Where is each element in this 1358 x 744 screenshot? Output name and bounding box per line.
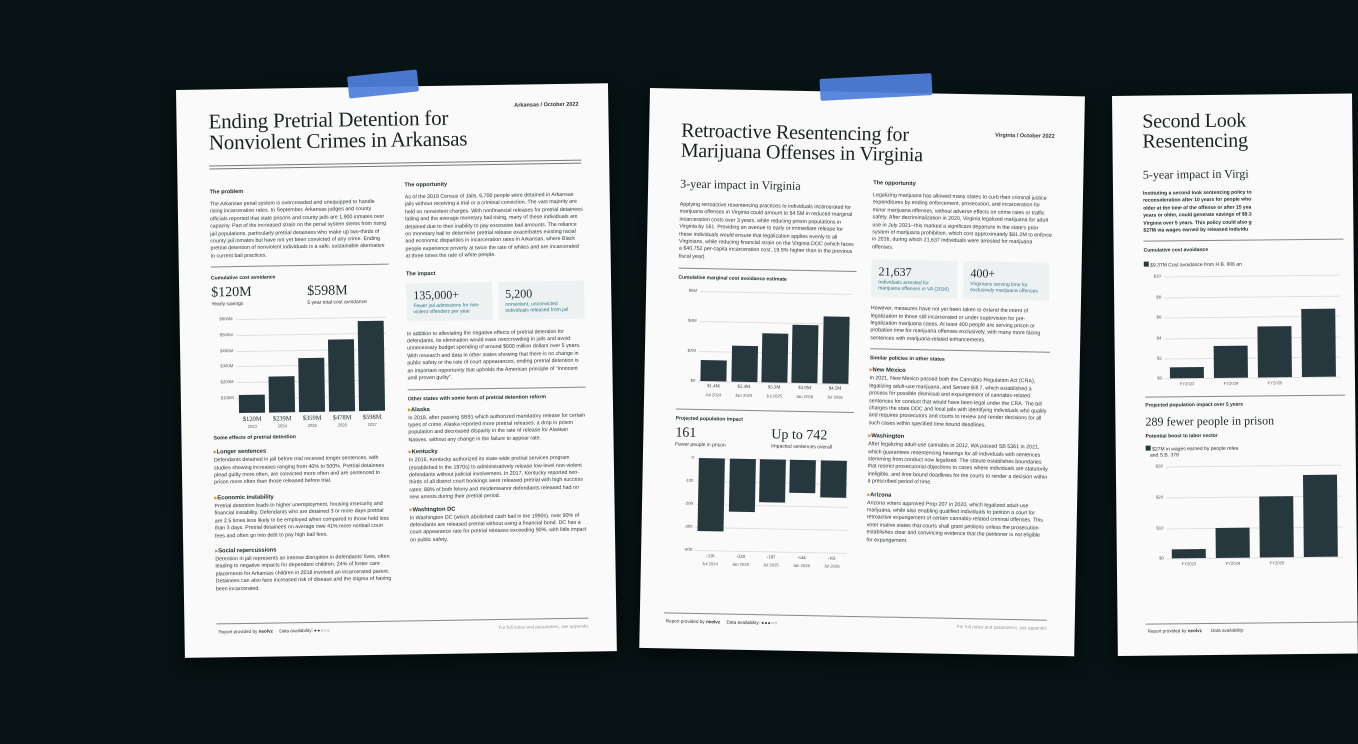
stat-card-arrests: 21,637 Individuals arrested for marijuana offenses in VA (2016)	[871, 260, 958, 300]
stat-card-admissions: 135,000+ Fewer jail admissions for non-violent offenders per year	[406, 282, 493, 321]
other-states-heading: Other states with some form of pretrial detention reform	[407, 393, 546, 402]
chart-bar	[1301, 309, 1336, 378]
divider	[211, 264, 389, 268]
bar-value-label: $2.4M	[737, 384, 751, 391]
chart-bar	[761, 333, 788, 383]
chart-bar	[1170, 367, 1204, 379]
effect-heading-sentences: ▸ Longer sentences	[214, 447, 392, 456]
cost-chart-heading: Cumulative marginal cost avoidance estimate	[678, 274, 787, 283]
labor-boost-heading: Potential boost to labor sector	[1145, 433, 1218, 441]
x-tick-label: FY2024	[1225, 561, 1241, 567]
state-text-new-mexico: In 2021, New Mexico passed both the Cannabis Regulation Act (CRA), legalizing adult-use marijuana, and Senate Bill 7, which established a process for possible dismissal and expungement of cannabis-related sentences for conduct that would have been legal under the CRA. The bill charges the state DOC and local jails with identifying individuals who qualify and requires prosecutors and courts to review and render decisions for all such cases within specified time bound deadlines.	[868, 375, 1047, 429]
legend-swatch-icon	[1146, 446, 1151, 451]
state-text-arizona: Arizona voters approved Prop 207 in 2020, which legalized adult-use marijuana, while also enabling qualified individuals to petition a court for retroactive expungement of certain cannabis-related criminal offenses. This voter inative states that courts shall grant petitions unless the prosecution establishes clear and convincing evidence that the petitioner is not eligible for expungement.	[866, 499, 1043, 544]
y-tick-label: 0	[691, 455, 694, 461]
x-tick-label: Jul 2026	[826, 394, 843, 401]
impacted-sentences-value: Up to 742	[771, 427, 828, 444]
gridline	[1164, 275, 1340, 278]
chart-bar	[698, 458, 726, 531]
chart-bar	[1215, 527, 1250, 558]
x-tick-label: 2025	[307, 423, 317, 429]
chart-heading: Cumulative cost avoidance	[210, 274, 276, 282]
bar-value-label: -144	[797, 555, 806, 561]
impact-title: 3-year impact in Virginia	[680, 176, 801, 193]
divider	[1145, 395, 1345, 398]
yearly-savings-label: Yearly savings	[211, 301, 244, 308]
divider	[679, 268, 857, 272]
legend-swatch-icon	[1144, 262, 1149, 267]
x-tick-label: 2024	[277, 423, 287, 429]
report-sheet-virginia	[639, 88, 1085, 656]
chart-bar	[1257, 327, 1292, 378]
state-text-washington: After legalizing adult-use cannabis in 2012, WA passed SB 5361 in 2021, which guarantees resentencing hearings for all individuals with sentences stemming from conduct now legalized. The statute establishes boundaries that restrict prosecutorial objections to cases where individuals are statutorily ineligible, and time bound deadlines for the courts to render a decision within a prescribed period of time.	[867, 441, 1048, 486]
similar-policies-heading: Similar policies in other states	[869, 355, 945, 363]
state-date-tag: Arkansas / October 2022	[514, 101, 579, 109]
x-tick-label: Jan 2025	[731, 561, 750, 568]
chart-bar	[328, 339, 355, 412]
y-tick-label: -300	[683, 523, 693, 530]
divider	[408, 386, 586, 390]
y-tick-label: $200M	[220, 379, 234, 385]
fewer-people-headline: 289 fewer people in prison	[1145, 413, 1275, 430]
report-sheet-second-look	[1112, 93, 1358, 655]
chart-bar	[239, 395, 265, 414]
chart-bar	[269, 376, 295, 413]
state-heading-dc: ▸ Washington DC	[410, 504, 588, 513]
left-column	[1143, 166, 1347, 574]
x-tick-label: FY2025	[1269, 560, 1285, 566]
report-footer: Report provided by neolvz Data availability: ●●○○○	[218, 627, 331, 635]
footer-divider	[1146, 621, 1358, 624]
effect-text-social: Detention in jail represents an intense disruption in defendants' lives, often leading to negative impacts for dependent children. 24% of foster care placements for Arkansas children in 2018 involved an incarcerated parent. Detainees can also face increased risk of disease and the stigma of having been incarcerated.	[215, 553, 392, 592]
population-chart-heading: Projected population impact over 5 years	[1145, 402, 1244, 410]
chart-bar	[792, 325, 819, 384]
impact-text: In addition to alleviating the negative effects of pretrial detention for defendants, its elimination would ease overcrowding in jails and avoid unnecessary budget spending of around $600 million dollars over 5 years. With research and data in other states showing that there is no change in public safety or the rate of court appearances, ending pretrial detention is an important opportunity that upholds the American principle of "innocent until proven guilty".	[406, 328, 581, 382]
x-tick-label: FY2025	[1267, 380, 1283, 386]
y-tick-label: $100M	[220, 394, 234, 400]
bar-value-label: -316	[705, 553, 715, 559]
report-footer: Report provided by neolvz Data availability:	[1147, 627, 1245, 634]
bar-value-label: $4.5M	[828, 386, 842, 392]
state-text-dc: In Washington DC (which abolished cash bail in the 1990s), over 90% of defendants are released pretrial without using a financial bond. DC has a court appearance rate for pretrial releases exceeding 90%, with little impact on public safety.	[409, 512, 587, 544]
x-tick-label: Jan 2026	[792, 563, 810, 569]
y-tick-label: $600M	[219, 316, 233, 322]
y-tick-label: $6	[1156, 314, 1162, 320]
state-date-tag: Virginia / October 2022	[995, 132, 1055, 140]
chart-bar	[822, 316, 849, 384]
right-column	[866, 180, 1053, 547]
state-heading-kentucky: ▸ Kentucky	[409, 447, 587, 456]
effect-heading-economic: ▸ Economic instability	[214, 493, 392, 502]
fewer-people-label: Fewer people in prison	[675, 441, 726, 449]
report-footer: Report provided by neolvz Data availability: ●●●○○	[665, 618, 778, 626]
report-title: Ending Pretrial Detention for Nonviolent Crimes in Arkansas	[208, 105, 468, 155]
effect-text-economic: Pretrial detention leads to higher unemployment, housing insecurity and financial instability. Defendants who are detained 3 or more days pretrial are 2.5 times less likely to be employed when compared to those held less than 3 days. Pretrial detainees on average owe 41% more nonbail court fees and often go into debt to pay high bail fees.	[214, 500, 390, 539]
y-tick-label: -100	[684, 477, 694, 484]
chart-bar	[358, 320, 385, 411]
bar-value-label: -161	[827, 555, 837, 561]
stat-card-serving: 400+ Virginians serving time for exclusively marijuana offenses	[963, 261, 1050, 301]
divider	[870, 349, 1050, 353]
divider	[676, 409, 854, 413]
marginal-cost-chart	[676, 287, 856, 406]
population-chart-heading: Projected population impact	[675, 415, 743, 424]
bar-value-label: $3.9M	[798, 386, 812, 392]
gridline	[1164, 295, 1340, 298]
bar-value-label: $1.4M	[707, 384, 720, 390]
impacted-sentences-label: Impacted sentences overall	[771, 443, 833, 451]
footer-divider	[216, 618, 588, 625]
y-tick-label: $300M	[220, 363, 234, 369]
chart-bar	[1303, 474, 1338, 557]
gridline	[1166, 465, 1342, 468]
y-tick-label: -200	[684, 500, 694, 507]
cost-avoidance-chart-partial	[1144, 271, 1345, 393]
problem-text: The Arkansas penal system is overcrowded and unequipped to handle rising incarceration rates. In September, Arkansas judges and county officials reported that state prisons and county jails are 1,900 inmates over capacity. Part of the increased strain on the penal system stems from rising jail populations, particularly pretrial detainees who make up two-thirds of county jail inmates but have not yet been convicted of any crime. Ending pretrial detention of nonviolent individuals is a safe, sustainable alternative to current bail practices.	[209, 198, 387, 260]
x-tick-label: FY2024	[1223, 381, 1239, 387]
report-sheet-arkansas	[176, 83, 617, 658]
intro-text: Applying retroactive resentencing practices to individuals incarcerated for marijuana offenses in Virginia could amount to $4.5M in reduced marginal incarceration costs over 3 years, while reducing prison populations in Virginia by 161. Providing an avenue to early or immediate release for these individuals would ensure that legalization applies evenly to all Virginians, while reducing financial strain on the Virginia DOC (which faces a $40,752 per-capita incarceration cost, 19.9% higher than in the previous fiscal year).	[678, 201, 854, 260]
effect-heading-social: ▸ Social repercussions	[215, 546, 393, 555]
y-tick-label: $500M	[219, 332, 233, 338]
bar-value-label: $478M	[332, 414, 352, 422]
labor-legend: $27M in wages earned by people relea and S.B. 378	[1146, 444, 1346, 459]
state-heading-new-mexico: ▸ New Mexico	[870, 368, 1050, 377]
state-heading-arizona: ▸ Arizona	[867, 492, 1047, 501]
x-tick-label: FY2023	[1181, 561, 1197, 567]
problem-heading: The problem	[209, 188, 244, 196]
opportunity-text: Legalizing marijuana has allowed many states to curb their criminal justice expenditures by ending enforcement, prosecution, and incarceration for minor marijuana offenses, without adverse effects on crime rates or traffic safety. After decriminalization in 2020, Virginia legalized marijuana for adult use in July 2021--this marked a significant departure in the state's prior system of marijuana prohibition, which cost approximately $81.2M to enforce in 2016, during which 21,637 individuals were arrested for marijuana offenses.	[871, 192, 1052, 251]
total-avoidance-value: $598M	[307, 283, 348, 300]
chart-bar	[820, 461, 847, 499]
y-tick-label: $10	[1156, 525, 1164, 531]
report-title: Retroactive Resentencing for Marijuana Offenses in Virginia	[680, 119, 924, 167]
x-tick-label: Jan 2026	[795, 394, 814, 400]
x-tick-label: Jul 2025	[766, 393, 783, 399]
bar-value-label: $3.3M	[767, 385, 781, 391]
total-avoidance-label: 5 year total cost avoidance	[307, 299, 367, 307]
title-divider	[209, 160, 581, 170]
opportunity-heading: The opportunity	[873, 180, 916, 188]
impact-heading: The impact	[405, 270, 436, 278]
y-tick-label: $10	[1153, 273, 1161, 280]
divider	[1144, 239, 1344, 242]
state-heading-washington: ▸ Washington	[868, 433, 1048, 442]
state-text-alaska: In 2018, after passing SB91 which authorized mandatory release for certain types of crime, Alaska reported more pretrial releases, a drop in prison population and decreased disparity in the rate of release for Alaskan Natives, without any change in the failure to appear rate.	[408, 412, 586, 444]
effect-text-sentences: Defendants detained in jail before trial received longer sentences, with studies showing increases ranging from 40% to 500%. Pretrial detainees plead guilty more often, are convicted more often and are sentenced to prison more often than those released before trial.	[213, 455, 385, 486]
chart-bar	[1213, 345, 1248, 378]
gridline	[700, 291, 852, 295]
right-column	[404, 180, 588, 545]
y-tick-label: -400	[683, 546, 693, 553]
chart-bar	[731, 346, 758, 382]
chart-bar	[1259, 496, 1294, 558]
y-tick-label: $6M	[688, 288, 698, 294]
y-tick-label: $4M	[688, 318, 697, 324]
bar-value-label: $359M	[302, 415, 322, 423]
cost-chart-heading: Cumulative cost avoidance	[1143, 247, 1209, 255]
y-tick-label: $2	[1156, 355, 1162, 361]
x-tick-label: FY2023	[1179, 381, 1195, 387]
chart-bar	[298, 358, 325, 413]
report-title: Second Look Resentencing	[1142, 109, 1248, 153]
y-tick-label: $2M	[687, 348, 697, 354]
bar-value-label: $598M	[362, 414, 382, 422]
y-tick-label: $20	[1156, 494, 1164, 500]
x-tick-label: Jul 2024	[702, 561, 719, 567]
labor-boost-chart-partial	[1146, 461, 1347, 573]
left-column	[673, 177, 858, 570]
impact-title: 5-year impact in Virgi	[1142, 166, 1249, 182]
bar-value-label: $120M	[242, 415, 262, 424]
x-tick-label: Jan 2025	[735, 392, 753, 399]
chart-bar	[1172, 549, 1206, 559]
bar-value-label: -187	[766, 554, 776, 560]
appendix-link[interactable]: For full notes and parameters, see appendix	[956, 623, 1047, 631]
x-tick-label: Jul 2025	[762, 562, 779, 568]
bar-value-label: -228	[736, 553, 745, 560]
opportunity-heading: The opportunity	[404, 181, 448, 189]
cost-avoidance-chart	[212, 311, 392, 432]
y-tick-label: $0	[1157, 375, 1162, 381]
y-tick-label: $0	[690, 378, 696, 384]
chart-bar	[728, 459, 755, 512]
fewer-people-value: 161	[675, 425, 697, 442]
y-tick-label: $8	[1156, 294, 1162, 300]
y-tick-label: $0	[1159, 555, 1164, 561]
population-impact-chart	[673, 454, 853, 569]
effects-heading: Some effects of pretrial detention	[213, 434, 296, 442]
x-tick-label: 2027	[367, 422, 377, 428]
opportunity-text-2: However, measures have not yet been taken to extend the intent of legalization to those still incarcerated or under supervision for pre-legalization marijuana cases. At least 400 people are serving prison or probation time for marijuana offenses exclusively, with many more facing sentences with marijuana-related enhancements.	[870, 305, 1041, 344]
opportunity-text: As of the 2019 Census of Jails, 6,700 people were detained in Arkansas jails without receiving a trial or a criminal conviction. The vast majority are held on nonviolent charges. With nonfinancial releases for pretrial detainees falling and the average monetary bail rising, many of these individuals are detained due to their inability to pay excessive bail amounts. The reliance on monetary bail to determine pretrial release exacerbates existing racial and economic disparities in incarceration rates in Arkansas, where Black people experience poverty at twice the rate of whites and are incarcerated at three times the rate of white people.	[404, 191, 583, 260]
chart-legend: $9.37M Cost avoidance from H.B. 906 an	[1144, 260, 1344, 269]
x-tick-label: 2026	[337, 422, 347, 428]
bar-value-label: $239M	[272, 415, 292, 423]
chart-bar	[701, 360, 728, 381]
yearly-savings-value: $120M	[211, 285, 252, 301]
y-tick-label: $400M	[219, 347, 234, 353]
state-text-kentucky: In 2016, Kentucky authorized its state-wide pretrial services program (established in the 1970s) to administratively release low-level non-violent defendants without judicial involvement. In 2017, Kentucky reported two-thirds of all district court bookings were released pretrial with high success rates: 88% of both felony and misdemeanor defendants released had no new arrests during their pretrial period.	[408, 454, 583, 501]
x-tick-label: Jul 2026	[823, 563, 840, 569]
stat-card-released: 5,200 nonviolent, unconvicted individuals released from jail	[498, 280, 585, 319]
appendix-link[interactable]: For full notes and parameters, see appendix	[498, 623, 589, 630]
state-heading-alaska: ▸ Alaska	[408, 404, 586, 413]
chart-bar	[759, 459, 786, 502]
left-column	[210, 187, 394, 594]
chart-bar	[790, 460, 817, 494]
intro-text: Instituting a second look sentencing policy to reconsideration after 10 years for people who older at the time of the offense or after 15 yea years or older, could generate savings of $9.3 Virginia over 5 years. This policy could also g $27M via wages earned by released individu	[1142, 189, 1252, 234]
y-tick-label: $4	[1156, 335, 1162, 341]
x-tick-label: 2023	[247, 424, 257, 430]
x-tick-label: Jul 2024	[705, 392, 722, 398]
y-tick-label: $30	[1155, 463, 1163, 469]
